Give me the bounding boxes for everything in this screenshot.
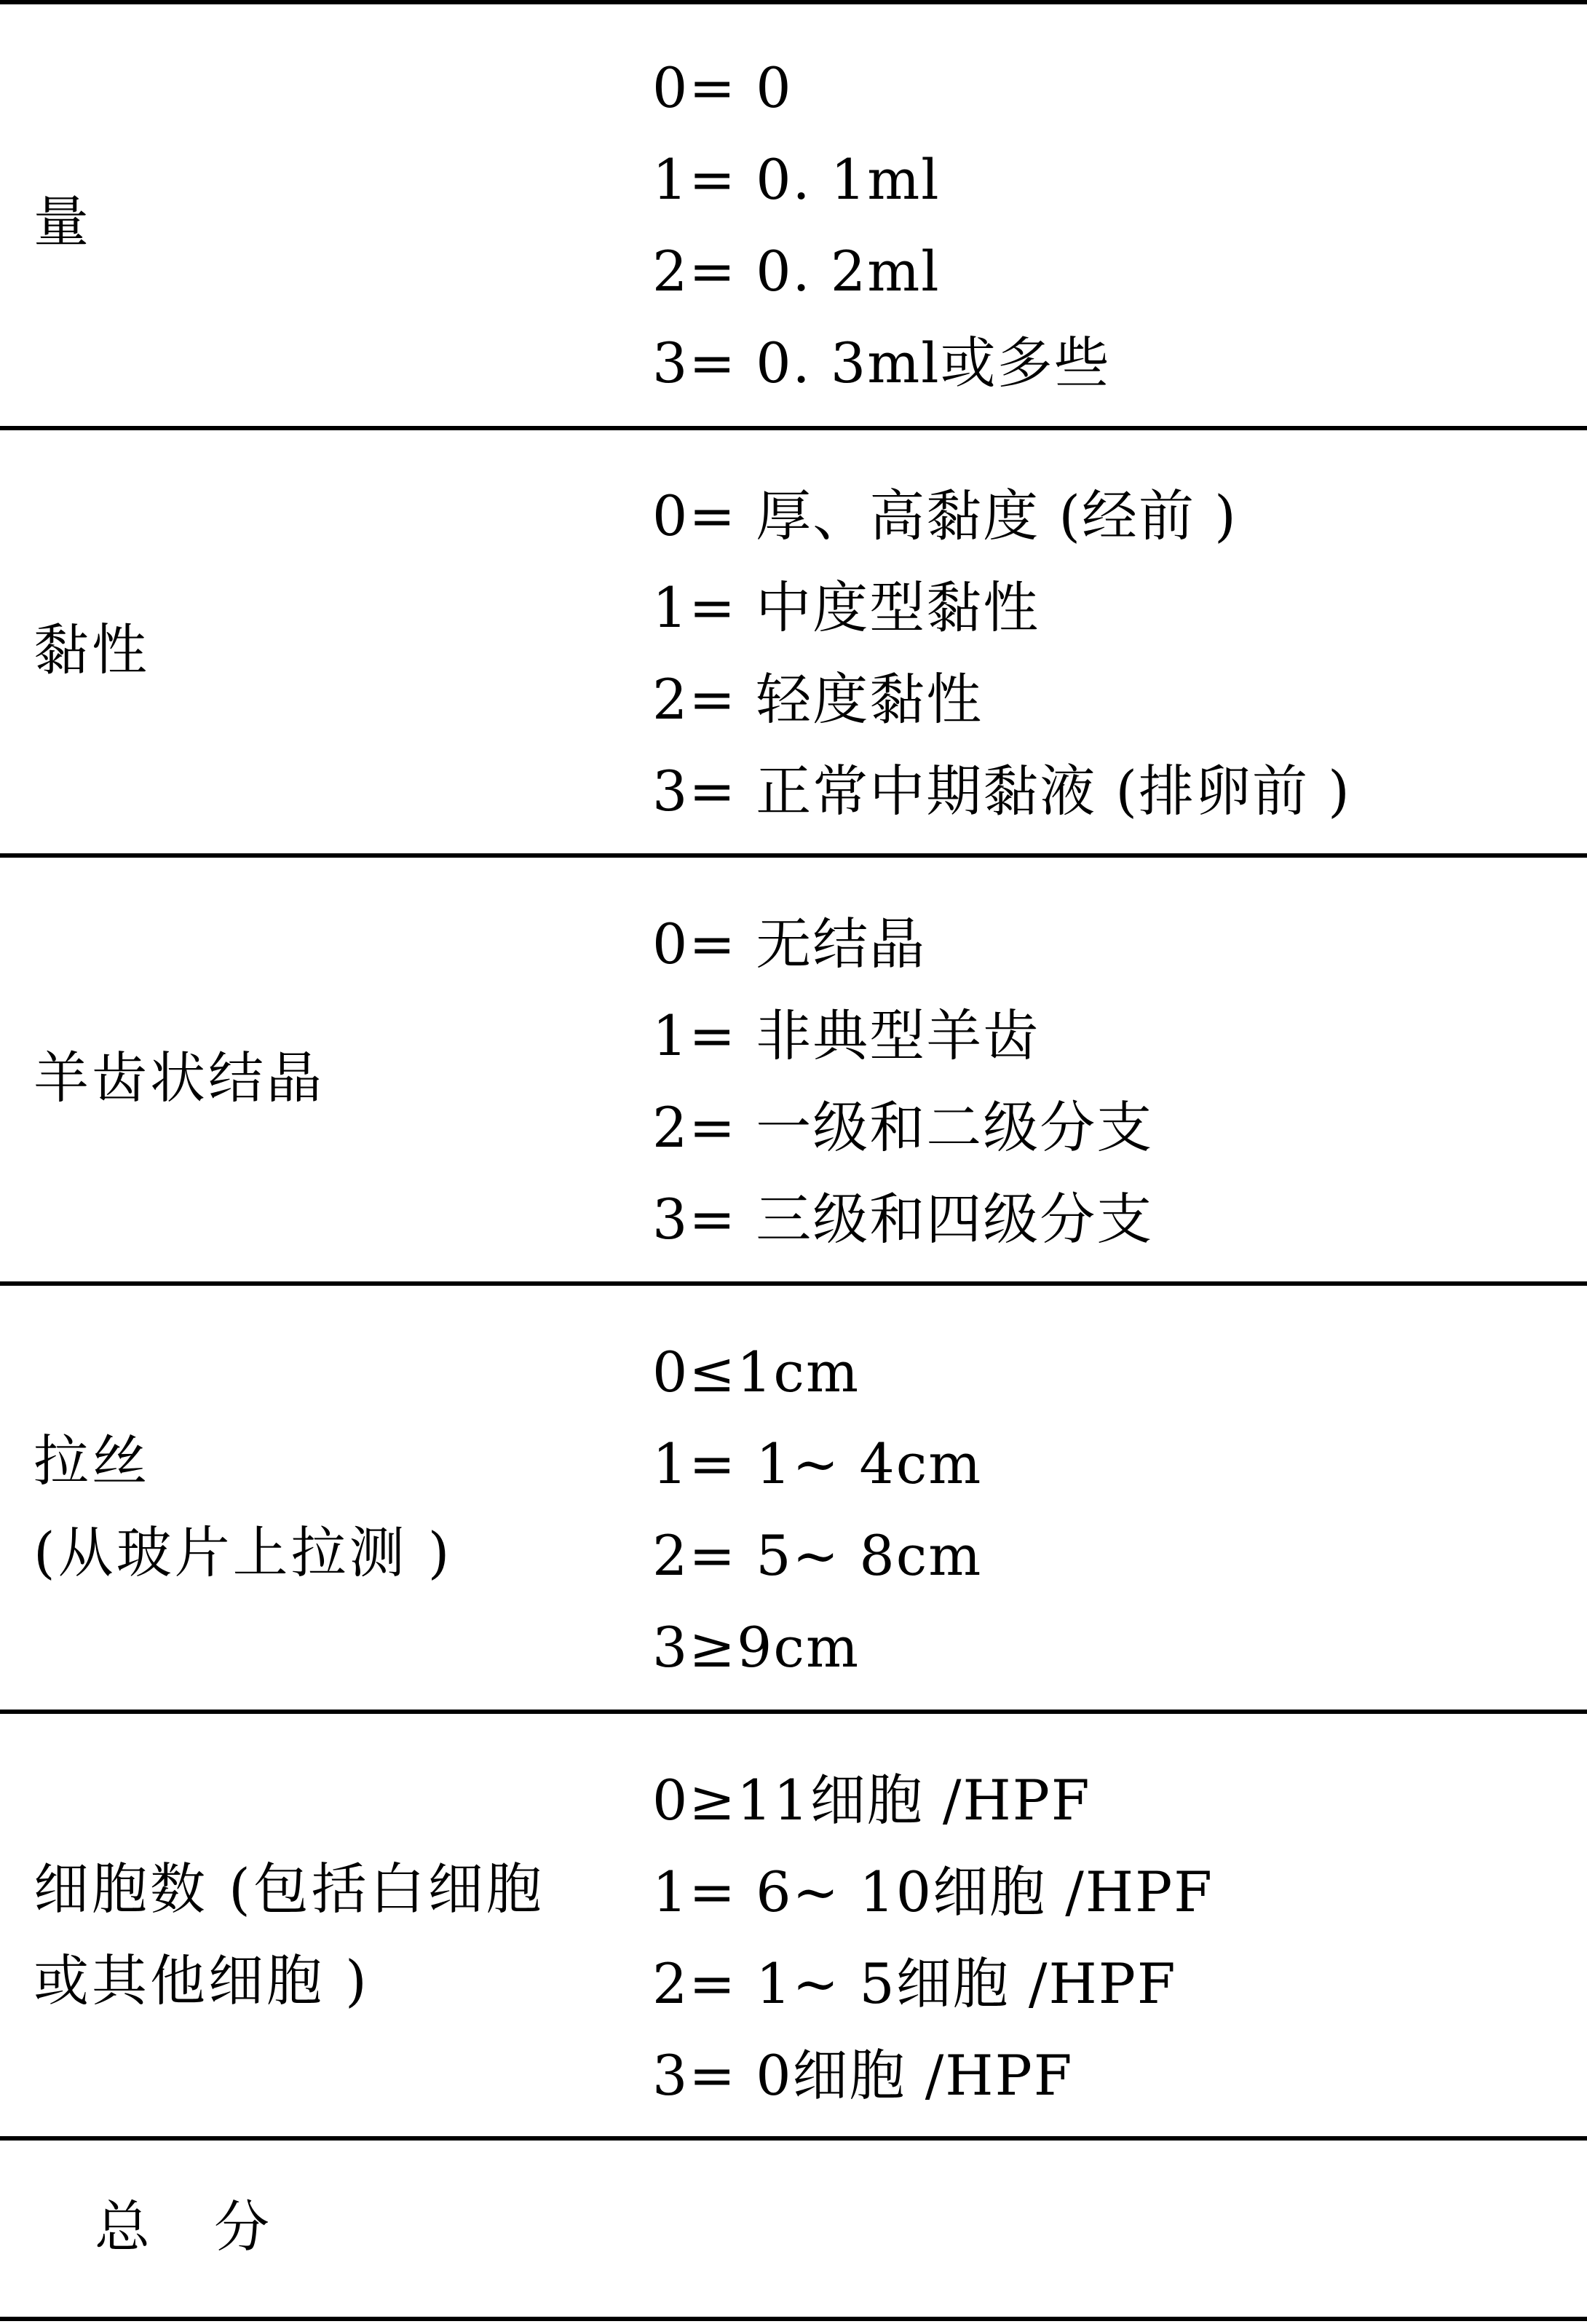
row-label-line: 或其他细胞 ) — [33, 1948, 370, 2013]
option-item: 2= 一级和二级分支 — [652, 1095, 1154, 1160]
row-options-amount — [652, 42, 1111, 409]
row-label-spinnbarkeit — [33, 1415, 452, 1599]
option-item: 3= 0细胞 /HPF — [652, 2043, 1074, 2108]
option-item: 0≤1cm — [652, 1340, 860, 1404]
option-item: 0≥11细胞 /HPF — [652, 1768, 1091, 1833]
option-item: 1= 6~ 10细胞 /HPF — [652, 1859, 1214, 1924]
table-row-amount — [0, 0, 1587, 428]
bottom-rule — [0, 2317, 1587, 2321]
option-item: 3≥9cm — [652, 1615, 860, 1680]
table-row-ferning — [0, 856, 1587, 1284]
row-options-cellularity — [652, 1755, 1214, 2122]
option-item: 2= 5~ 8cm — [652, 1523, 983, 1588]
option-item: 1= 0. 1ml — [652, 147, 941, 212]
option-item: 2= 1~ 5细胞 /HPF — [652, 1951, 1177, 2016]
option-item: 3= 三级和四级分支 — [652, 1187, 1154, 1252]
row-options-ferning — [652, 898, 1153, 1265]
option-item: 1= 中度型黏性 — [652, 575, 1040, 640]
table-row-cellularity — [0, 1712, 1587, 2139]
row-label-line: 细胞数 (包括白细胞 — [33, 1857, 545, 1921]
option-item: 0= 无结晶 — [652, 912, 927, 976]
table-row-viscosity — [0, 428, 1587, 856]
row-label-viscosity — [33, 604, 150, 696]
table-row-total — [0, 2141, 1587, 2318]
option-item: 1= 1~ 4cm — [652, 1431, 983, 1496]
total-score-label: 总分 — [95, 2194, 333, 2259]
option-item: 1= 非典型羊齿 — [652, 1003, 1040, 1068]
row-label-line: 羊齿状结晶 — [33, 1046, 325, 1110]
row-label-line: (从玻片上拉测 ) — [33, 1520, 453, 1585]
option-item: 3= 正常中期黏液 (排卵前 ) — [652, 759, 1351, 823]
row-label-line: 黏性 — [33, 617, 150, 682]
row-label-line: 拉丝 — [33, 1428, 150, 1493]
row-label-line: 量 — [33, 189, 92, 254]
option-item: 3= 0. 3ml或多些 — [652, 331, 1111, 395]
option-item: 2= 0. 2ml — [652, 239, 941, 304]
row-label-ferning — [33, 1032, 325, 1124]
row-options-viscosity — [652, 470, 1351, 837]
row-label-amount — [33, 176, 92, 268]
row-options-spinnbarkeit — [652, 1327, 982, 1693]
option-item: 0= 0 — [652, 55, 793, 120]
table-row-spinnbarkeit — [0, 1284, 1587, 1712]
row-label-cellularity — [33, 1843, 545, 2027]
option-item: 2= 轻度黏性 — [652, 667, 984, 732]
option-item: 0= 厚、高黏度 (经前 ) — [652, 483, 1238, 548]
